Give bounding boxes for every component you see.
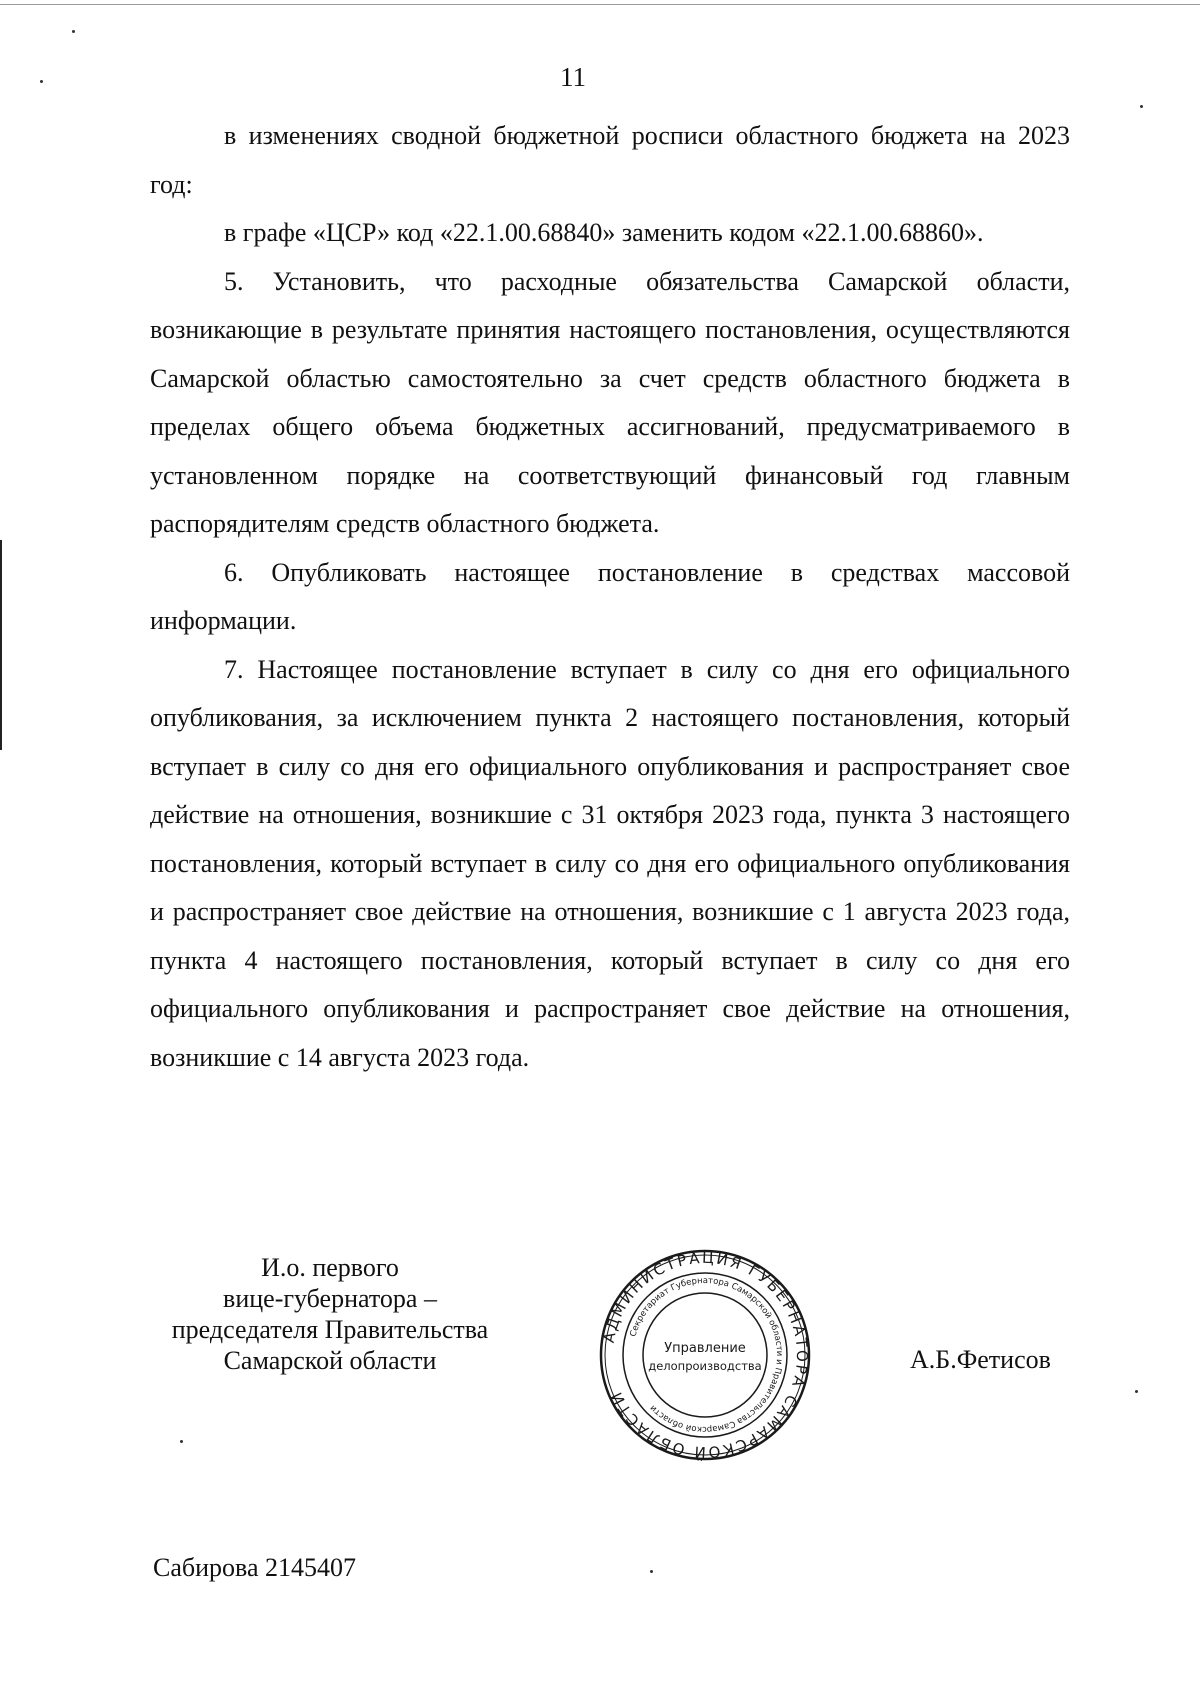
stamp-inner-ring-text: Секретариат Губернатора Самарской области и Правительства Самарской области — [628, 1275, 785, 1435]
signatory-name: А.Б.Фетисов — [910, 1345, 1051, 1374]
stamp-center-line: Управление — [664, 1341, 746, 1356]
paragraph-budget-changes: в изменениях сводной бюджетной росписи областного бюджета на 2023 год: — [150, 121, 1070, 199]
signatory-position-line: председателя Правительства — [171, 1315, 489, 1344]
stamp-center-line: делопроизводства — [648, 1359, 762, 1373]
page-number: 11 — [560, 62, 586, 92]
signatory-position-line: вице-губернатора – — [223, 1284, 437, 1313]
scan-speck — [650, 1570, 653, 1573]
scan-speck — [1135, 1390, 1138, 1393]
paragraph-csr-code: в графе «ЦСР» код «22.1.00.68840» заменить кодом «22.1.00.68860». — [224, 218, 984, 247]
signatory-position-line: И.о. первого — [261, 1253, 399, 1282]
scan-speck — [1140, 105, 1143, 108]
signatory-position — [140, 1252, 520, 1376]
scan-top-edge — [0, 4, 1200, 5]
scan-speck — [72, 30, 75, 33]
scan-left-edge-mark — [0, 540, 2, 750]
scan-speck — [180, 1440, 183, 1443]
official-stamp-seal — [598, 1248, 812, 1462]
paragraph-item-6: 6. Опубликовать настоящее постановление в средствах массовой информации. — [150, 557, 1070, 635]
scan-speck — [40, 80, 43, 83]
document-body — [150, 112, 1070, 1082]
paragraph-item-7: 7. Настоящее постановление вступает в силу со дня его официального опубликования, за исключением пункта 2 настоящего постановления, который вступает в силу со дня его официального опубликования и распространяет свое действие на отношения, возникшие с 31 октября 2023 года, пункта 3 настоящего постановления, который вступает в силу со дня его официального опубликования и распространяет свое действие на отношения, возникшие с 1 августа 2023 года, пункта 4 настоящего постановления, который вступает в силу со дня его официального опубликования и распространяет свое действие на отношения, возникшие с 14 августа 2023 года. — [150, 654, 1070, 1072]
paragraph-item-5: 5. Установить, что расходные обязательства Самарской области, возникающие в результате принятия настоящего постановления, осуществляются Самарской областью самостоятельно за счет средств областного бюджета в пределах общего объема бюджетных ассигнований, предусматриваемого в установленном порядке на соответствующий финансовый год главным распорядителям средств областного бюджета. — [150, 266, 1070, 538]
stamp-outer-ring-text: АДМИНИСТРАЦИЯ ГУБЕРНАТОРА САМАРСКОЙ ОБЛАСТИ — [599, 1248, 812, 1462]
executor-contact: Сабирова 2145407 — [153, 1553, 356, 1582]
signatory-position-line: Самарской области — [223, 1346, 437, 1375]
